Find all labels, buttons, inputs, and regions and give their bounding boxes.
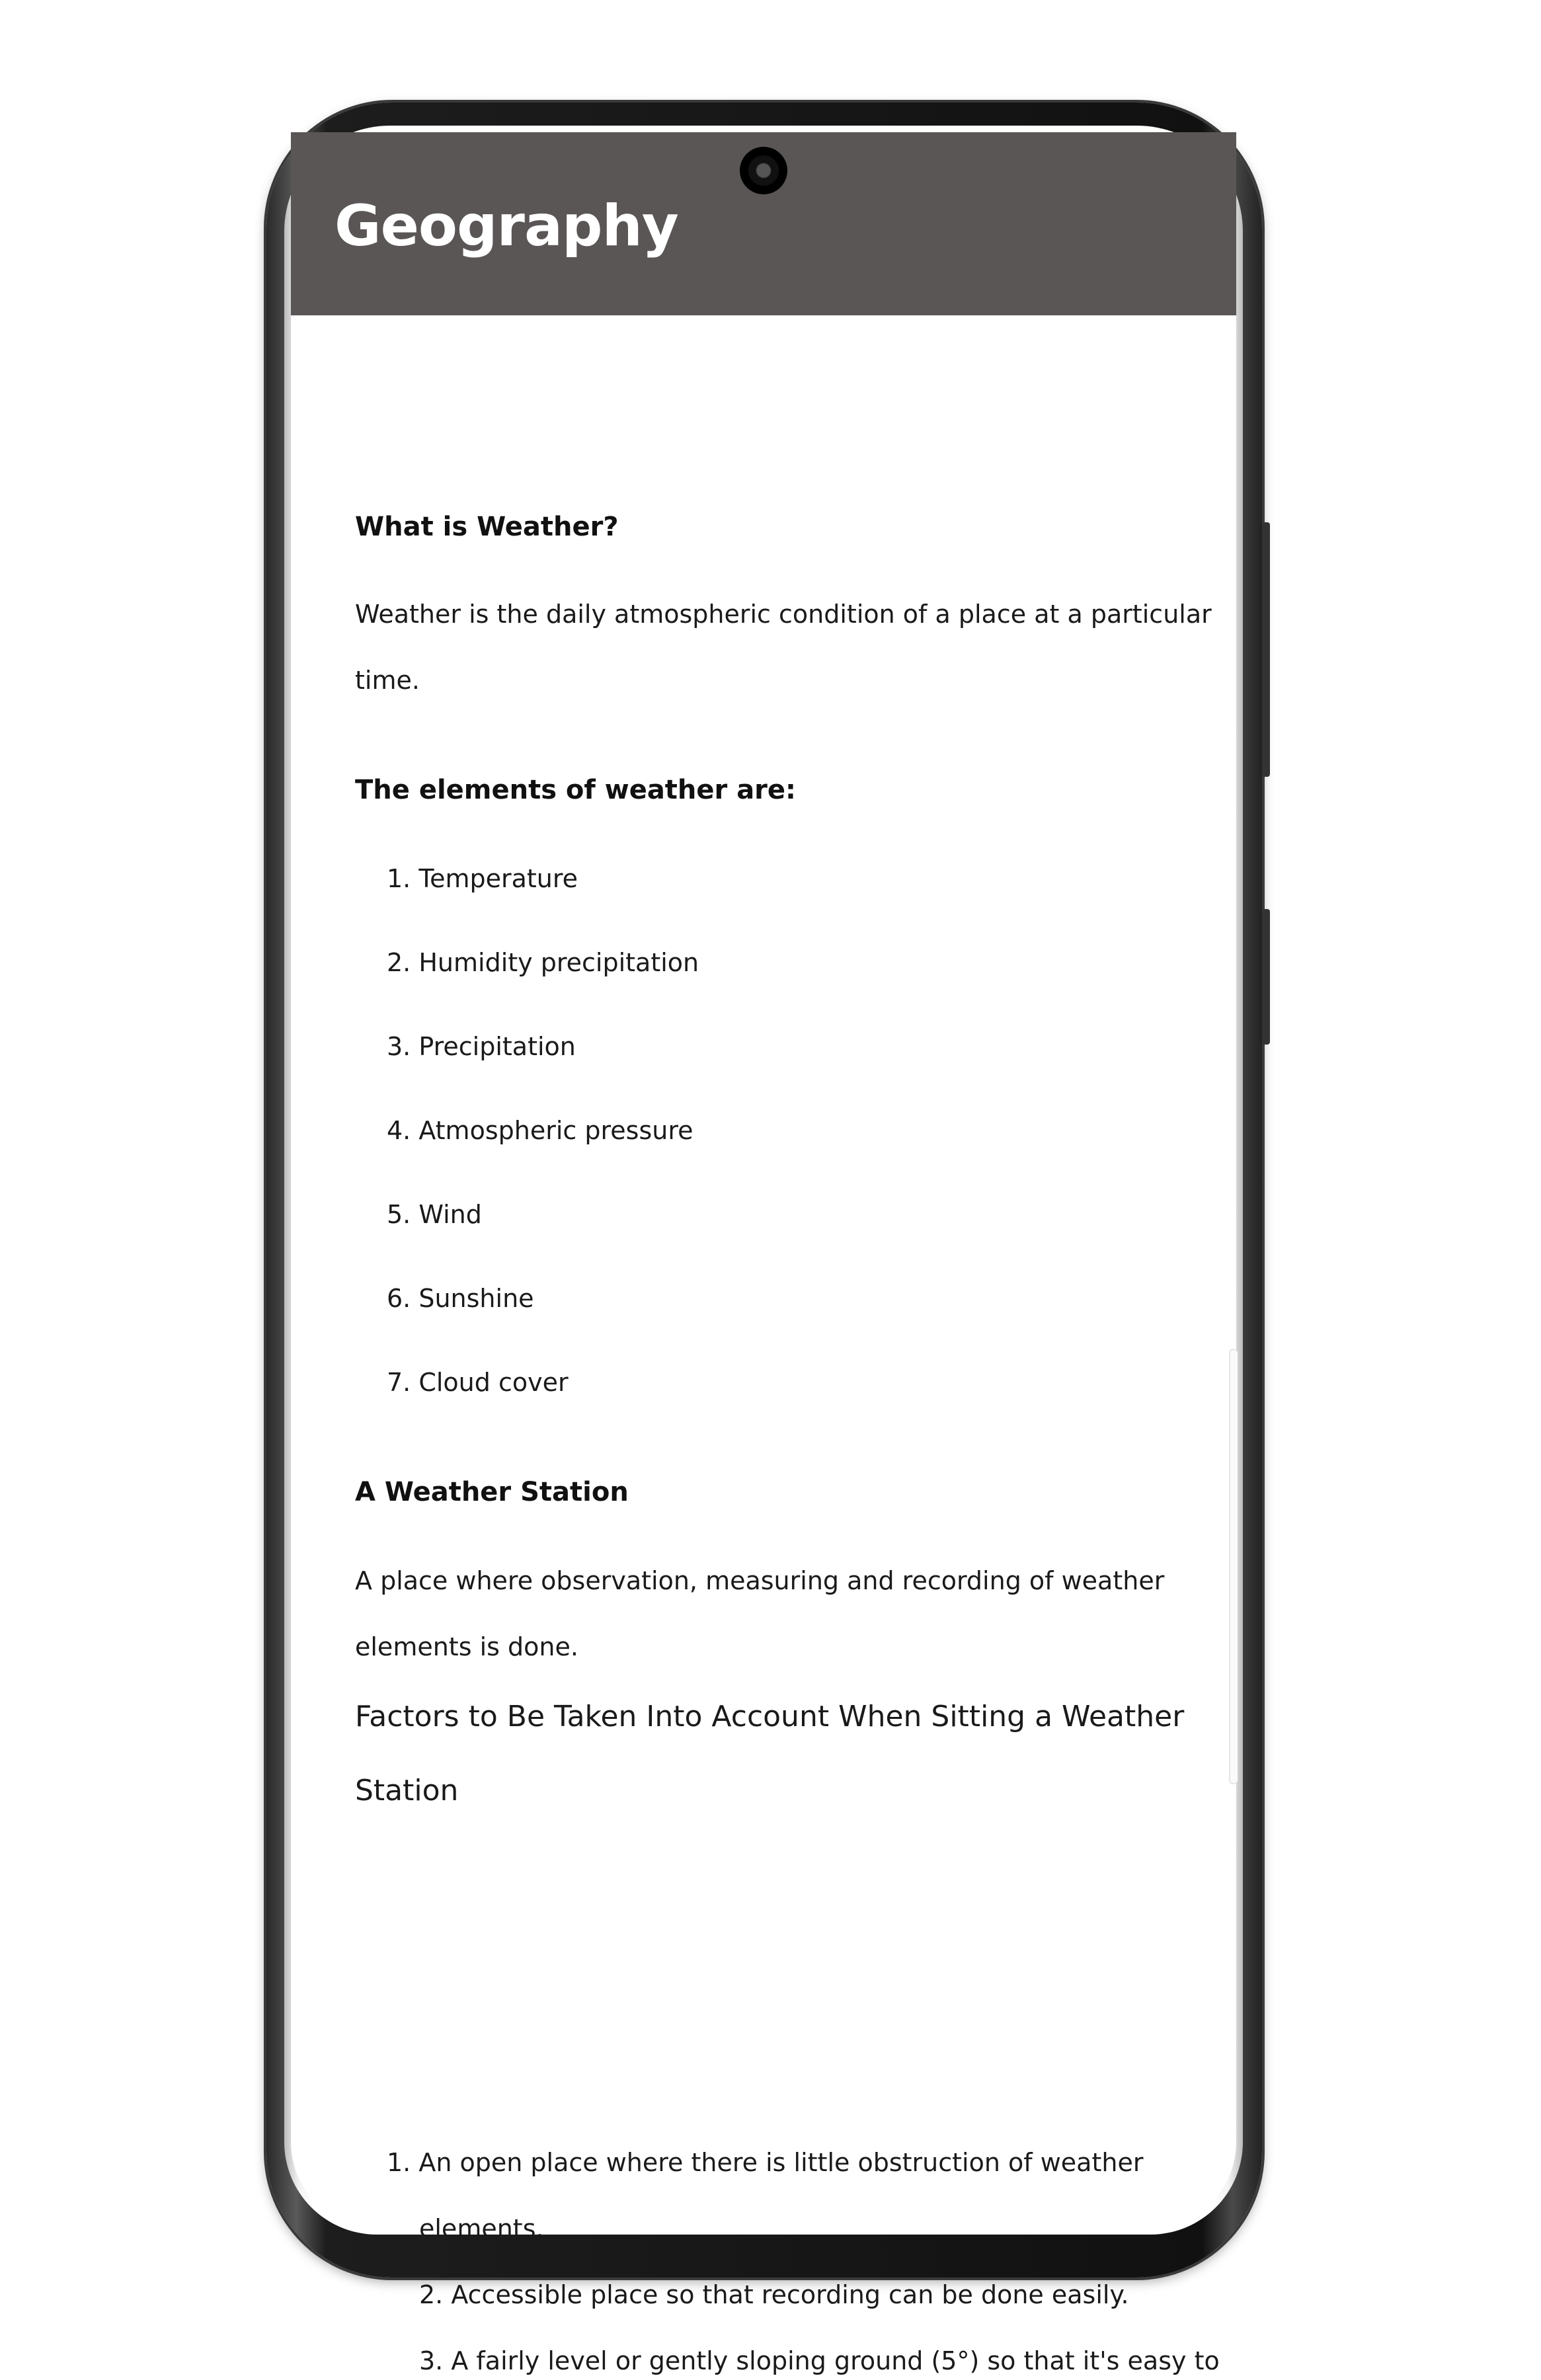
factors-heading-line-2: Station	[355, 1774, 459, 1807]
screen	[291, 132, 1236, 2375]
factor-item-1-line-2: elements.	[419, 2214, 544, 2243]
list-item: 4. Atmospheric pressure	[387, 1116, 693, 1145]
weather-definition-line-1: Weather is the daily atmospheric condition of a place at a particular	[355, 600, 1212, 629]
station-definition-line-2: elements is done.	[355, 1632, 578, 1661]
factor-item-2: 2. Accessible place so that recording can be done easily.	[419, 2280, 1129, 2309]
list-item: 5. Wind	[387, 1200, 482, 1229]
list-item: 6. Sunshine	[387, 1284, 534, 1313]
list-item: 1. Temperature	[387, 864, 578, 893]
station-definition-line-1: A place where observation, measuring and recording of weather	[355, 1566, 1165, 1595]
factor-item-1-line-1: 1. An open place where there is little obstruction of weather	[387, 2148, 1144, 2177]
weather-definition-line-2: time.	[355, 666, 420, 695]
heading-weather-station: A Weather Station	[355, 1477, 629, 1507]
volume-button	[1262, 522, 1270, 777]
scrollbar[interactable]	[1229, 1349, 1238, 1784]
heading-elements-of-weather: The elements of weather are:	[355, 775, 797, 805]
list-item: 2. Humidity precipitation	[387, 948, 699, 977]
factor-item-3: 3. A fairly level or gently sloping ground (5°) so that it's easy to	[419, 2346, 1220, 2375]
power-button	[1262, 909, 1270, 1045]
app-title: Geography	[335, 193, 678, 259]
factors-heading-line-1: Factors to Be Taken Into Account When Sitting a Weather	[355, 1700, 1185, 1733]
heading-what-is-weather: What is Weather?	[355, 512, 619, 542]
camera-icon	[740, 147, 787, 194]
list-item: 3. Precipitation	[387, 1032, 576, 1061]
list-item: 7. Cloud cover	[387, 1368, 569, 1397]
